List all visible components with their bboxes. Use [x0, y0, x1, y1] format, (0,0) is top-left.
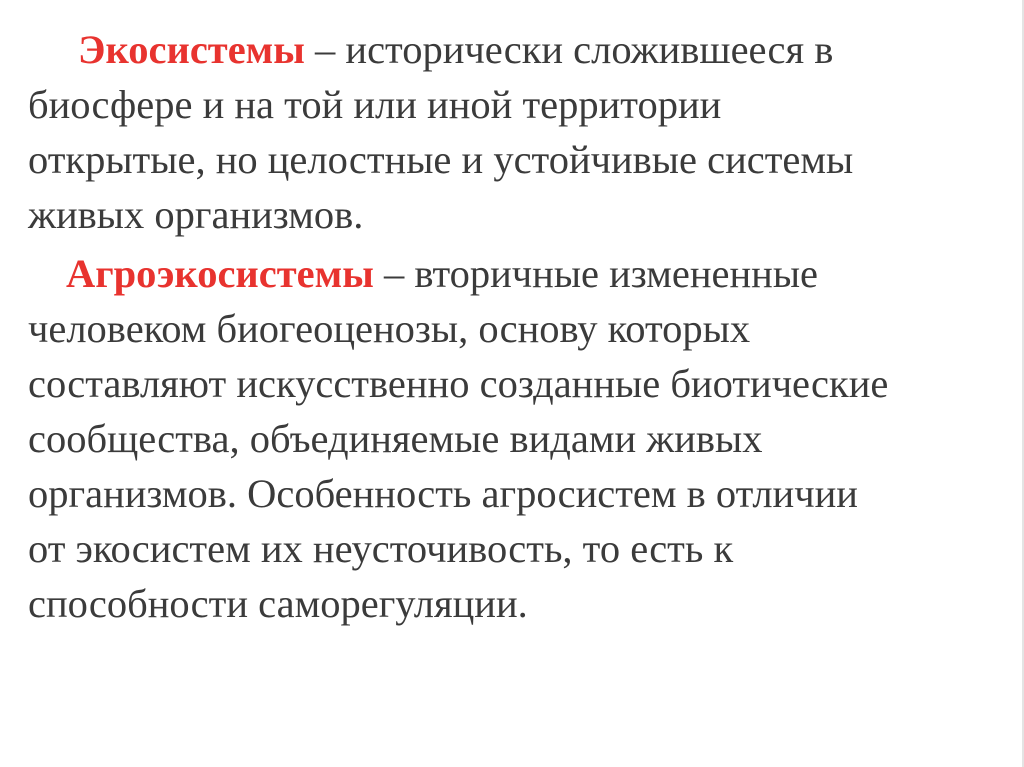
paragraph-ecosystems	[28, 22, 1008, 242]
paragraph-line: сообщества, объединяемые видами живых	[28, 416, 763, 461]
term-agroecosystems: Агроэкосистемы	[66, 251, 374, 296]
paragraph-line: организмов. Особенность агросистем в отличии	[28, 471, 858, 516]
paragraph-line: открытые, но целостные и устойчивые системы	[28, 137, 854, 182]
paragraph-line: от экосистем их неусточивость, то есть к	[28, 526, 734, 571]
paragraph-line: биосфере и на той или иной территории	[28, 82, 722, 127]
paragraph-line	[28, 22, 1008, 77]
paragraph-line: составляют искусственно созданные биотические	[28, 361, 889, 406]
definition-text: – исторически сложившееся в	[304, 27, 834, 72]
paragraph-agroecosystems	[28, 246, 1008, 631]
paragraph-line: человеком биогеоценозы, основу которых	[28, 306, 751, 351]
term-ecosystems: Экосистемы	[78, 27, 305, 72]
paragraph-line: живых организмов.	[28, 192, 364, 237]
paragraph-line	[28, 246, 1008, 301]
definition-text: – вторичные измененные	[373, 251, 819, 296]
slide-body	[28, 22, 1008, 631]
paragraph-line: способности саморегуляции.	[28, 581, 528, 626]
